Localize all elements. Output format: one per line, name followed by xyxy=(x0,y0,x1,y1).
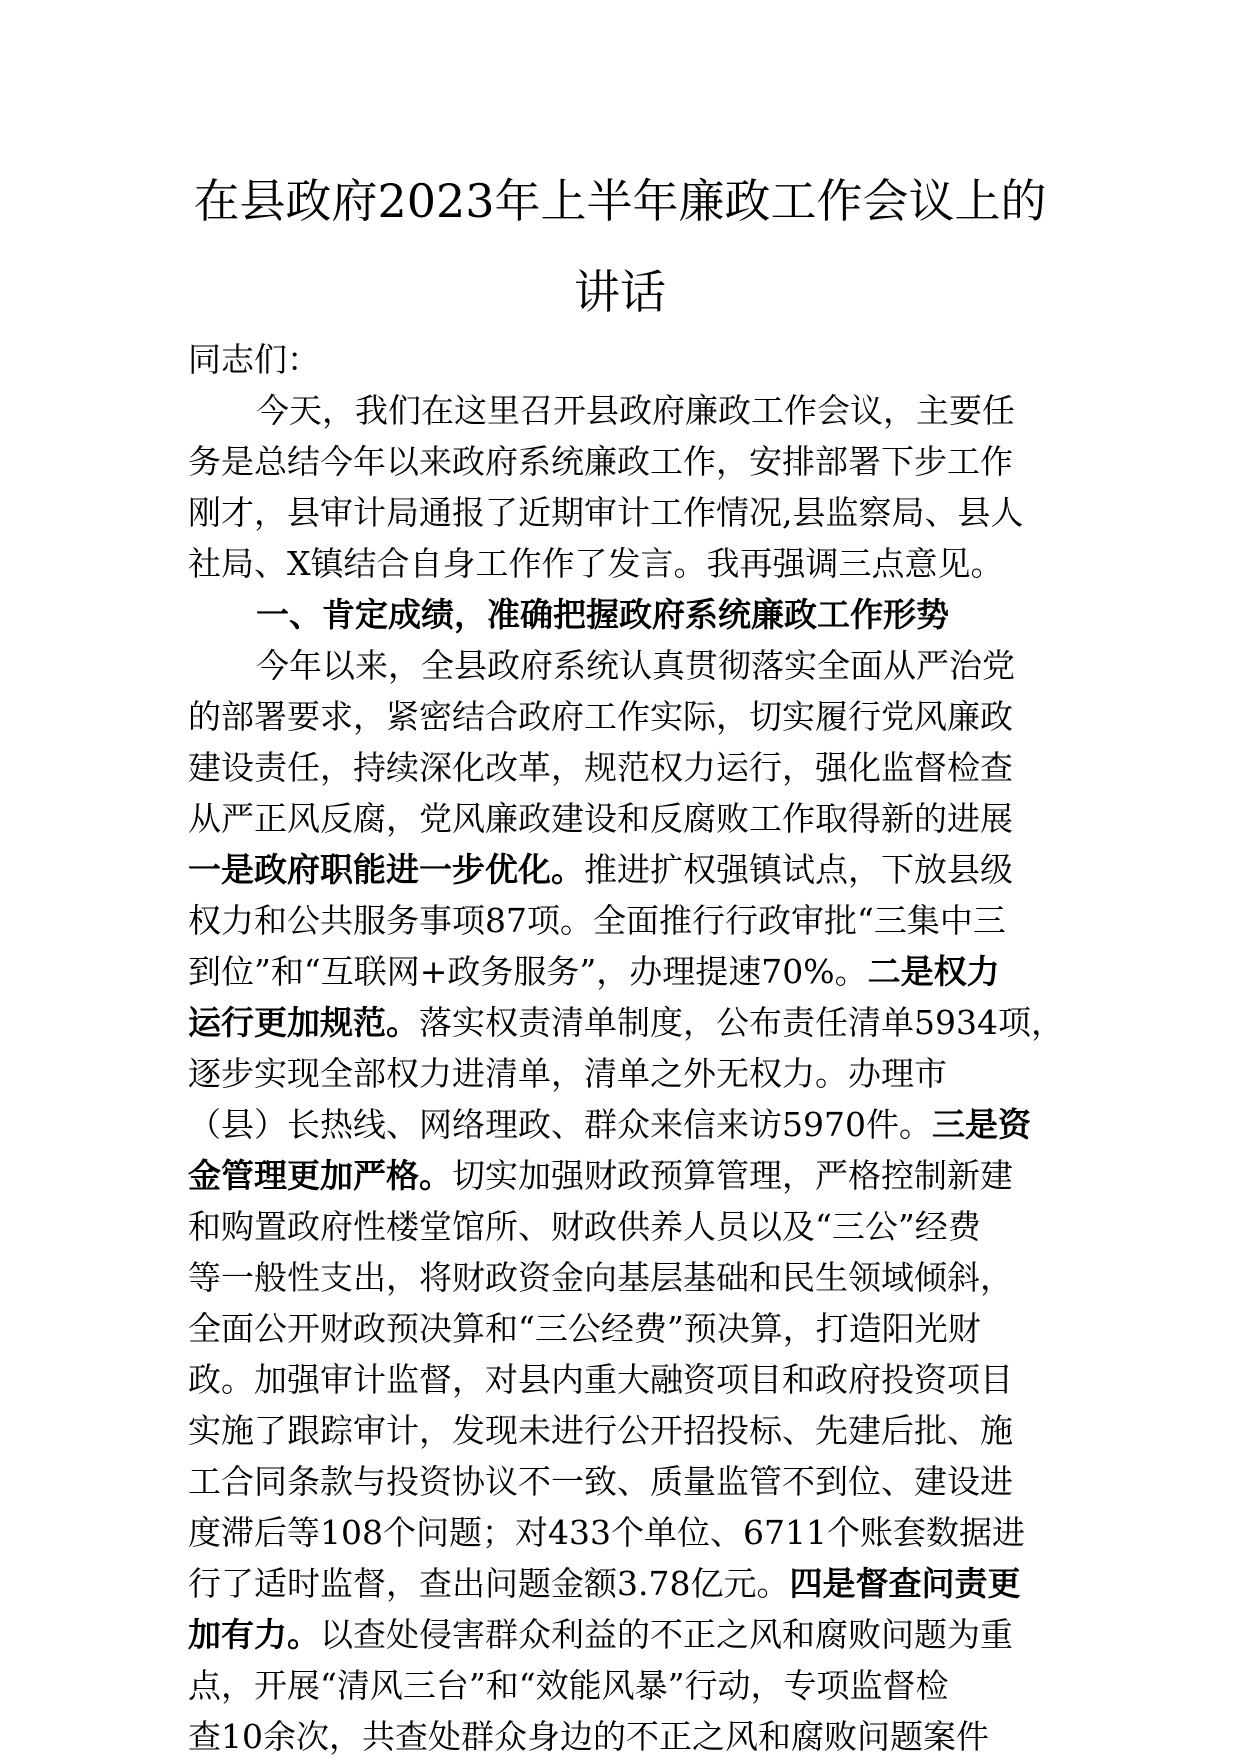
paragraph-line: 的部署要求，紧密结合政府工作实际，切实履行党风廉政 xyxy=(188,697,1013,736)
paragraph-line: 等一般性支出，将财政资金向基层基础和民生领域倾斜， xyxy=(188,1258,1013,1297)
paragraph-line: 逐步实现全部权力进清单，清单之外无权力。办理市 xyxy=(188,1054,947,1093)
line-text: 推进扩权强镇试点，下放县级 xyxy=(584,850,1013,889)
line-text: 落实权责清单制度，公布责任清单5934项， xyxy=(419,1003,1064,1042)
bold-lead: 运行更加规范。 xyxy=(188,1003,419,1042)
line-text: 行了适时监督，查出问题金额3.78亿元。 xyxy=(188,1564,790,1603)
paragraph-line: 建设责任，持续深化改革，规范权力运行，强化监督检查 xyxy=(188,748,1013,787)
salutation: 同志们： xyxy=(188,340,320,379)
bold-lead: 加有力。 xyxy=(188,1615,320,1654)
paragraph-line: 刚才，县审计局通报了近期审计工作情况,县监察局、县人 xyxy=(188,493,1024,532)
paragraph-line xyxy=(188,1558,1058,1609)
paragraph-line xyxy=(188,1150,1058,1201)
paragraph-line xyxy=(188,946,1058,997)
paragraph-line: 今天，我们在这里召开县政府廉政工作会议，主要任 xyxy=(256,391,1015,430)
paragraph-line xyxy=(188,844,1058,895)
paragraph-line: 度滞后等108个问题；对433个单位、6711个账套数据进 xyxy=(188,1513,1025,1552)
paragraph-line: 全面公开财政预决算和“三公经费”预决算，打造阳光财 xyxy=(188,1309,981,1348)
document-body xyxy=(188,334,1064,1762)
document-title-line-2: 讲话 xyxy=(574,265,666,319)
paragraph-line: 务是总结今年以来政府系统廉政工作，安排部署下步工作 xyxy=(188,442,1013,481)
paragraph-line: 今年以来，全县政府系统认真贯彻落实全面从严治党 xyxy=(256,646,1015,685)
paragraph-line xyxy=(188,1609,1058,1660)
paragraph-line: 和购置政府性楼堂馆所、财政供养人员以及“三公”经费 xyxy=(188,1207,981,1246)
bold-lead: 一是政府职能进一步优化。 xyxy=(188,850,584,889)
paragraph-line: 权力和公共服务事项87项。全面推行行政审批“三集中三 xyxy=(188,901,1006,940)
paragraph-line: 从严正风反腐，党风廉政建设和反腐败工作取得新的进展 xyxy=(188,799,1013,838)
bold-lead: 三是资 xyxy=(931,1105,1031,1144)
document-title-line-1: 在县政府2023年上半年廉政工作会议上的 xyxy=(193,174,1047,228)
line-text: 以查处侵害群众利益的不正之风和腐败问题为重 xyxy=(320,1615,1013,1654)
line-text: （县）长热线、网络理政、群众来信来访5970件。 xyxy=(188,1105,932,1144)
paragraph-line: 实施了跟踪审计，发现未进行公开招投标、先建后批、施 xyxy=(188,1411,1013,1450)
bold-lead: 四是督查问责更 xyxy=(789,1564,1021,1603)
line-text: 切实加强财政预算管理，严格控制新建 xyxy=(452,1156,1013,1195)
paragraph-line xyxy=(188,997,1064,1048)
line-text: 到位”和“互联网+政务服务”，办理提速70%。 xyxy=(188,952,868,991)
paragraph-line: 点，开展“清风三台”和“效能风暴”行动，专项监督检 xyxy=(188,1666,949,1705)
paragraph-line: 政。加强审计监督，对县内重大融资项目和政府投资项目 xyxy=(188,1360,1013,1399)
bold-lead: 金管理更加严格。 xyxy=(188,1156,452,1195)
paragraph-line: 社局、X镇结合自身工作作了发言。我再强调三点意见。 xyxy=(188,544,1004,583)
paragraph-line: 工合同条款与投资协议不一致、质量监管不到位、建设进 xyxy=(188,1462,1013,1501)
paragraph-line: 查10余次，共查处群众身边的不正之风和腐败问题案件 xyxy=(188,1717,989,1756)
section-heading: 一、肯定成绩，准确把握政府系统廉政工作形势 xyxy=(256,595,949,634)
bold-lead: 二是权力 xyxy=(867,952,1000,991)
paragraph-line xyxy=(188,1099,1058,1150)
